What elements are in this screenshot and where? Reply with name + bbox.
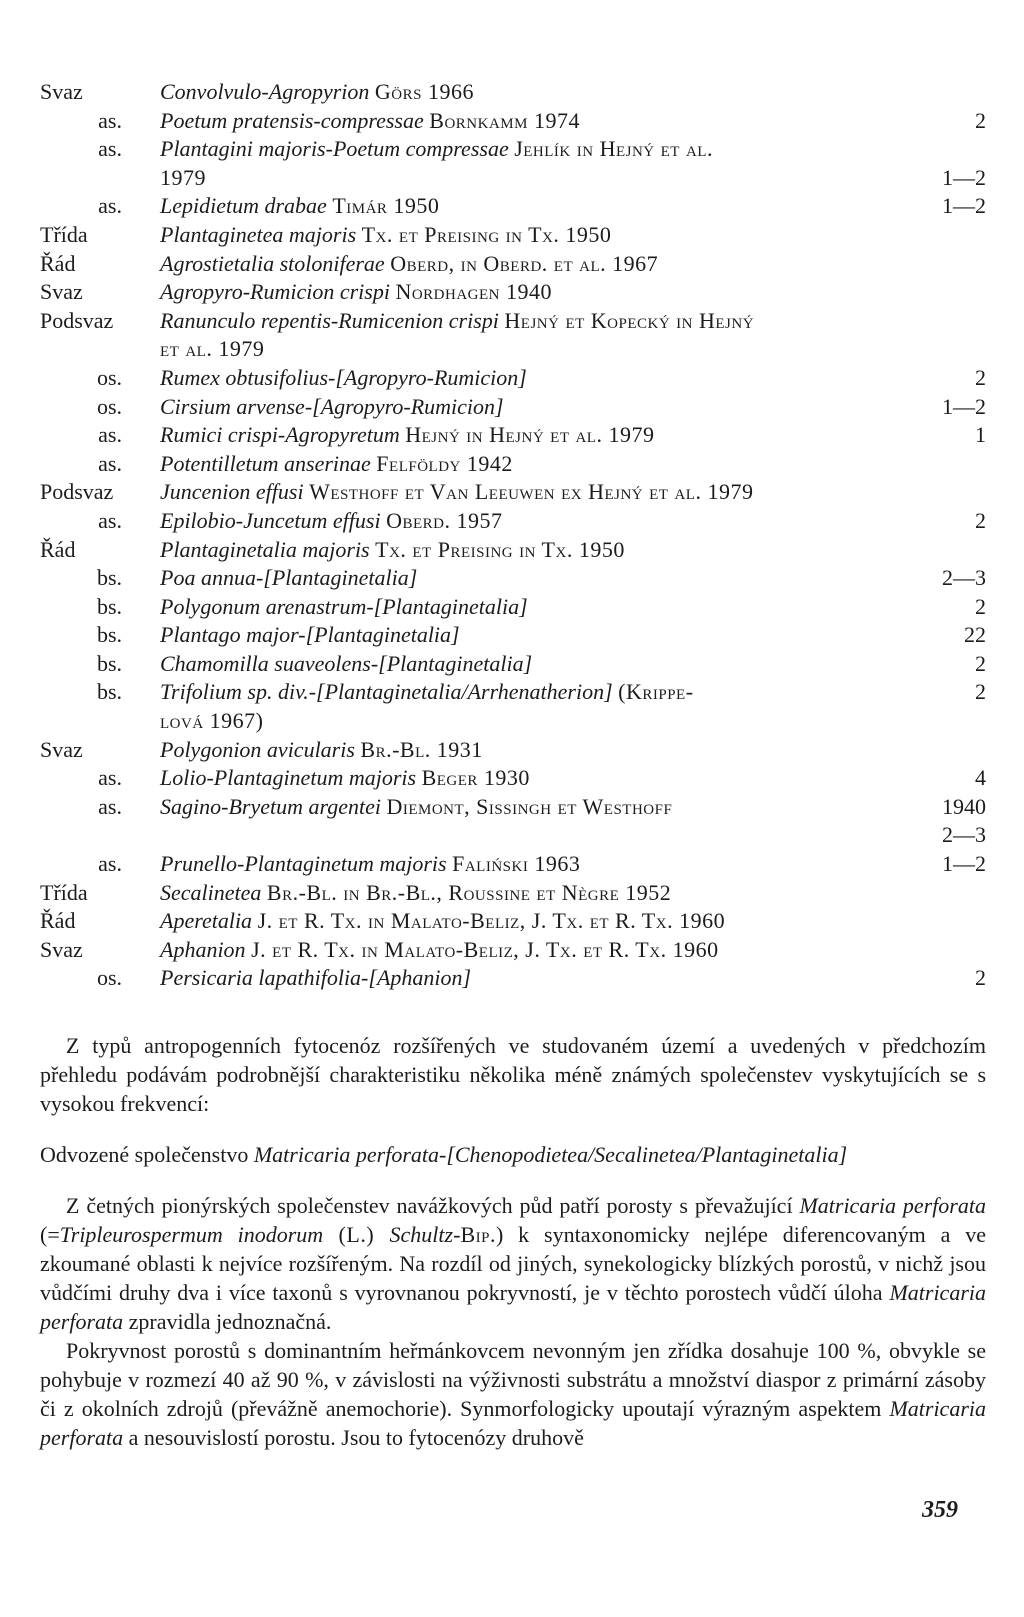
syntaxon-authority: Faliński 1963 [452, 851, 581, 877]
rank-label: os. [96, 364, 122, 390]
syntaxon-name: Plantagini majoris-Poetum compressae [160, 136, 509, 162]
syntaxon-name: Sagino-Bryetum argentei [160, 793, 381, 819]
syntaxon-name: Plantaginetalia majoris [160, 536, 370, 562]
syntaxon-name: Poetum pratensis-compressae [160, 107, 424, 133]
syntaxon-authority: Bornkamm 1974 [429, 107, 580, 133]
frequency-value: 1940 [942, 793, 986, 819]
syntaxon-name: Poa annua-[Plantaginetalia] [160, 565, 418, 591]
syntaxon-name: Persicaria lapathifolia-[Aphanion] [160, 965, 472, 991]
syntaxon-name: Ranunculo repentis-Rumicenion crispi [160, 307, 499, 333]
syntaxon-name: Rumici crispi-Agropyretum [160, 422, 400, 448]
syntaxon-name: Agrostietalia stoloniferae [160, 250, 385, 276]
p2-d: Tripleurospermum inodorum [59, 1222, 324, 1247]
syntaxon-authority: Felföldy 1942 [376, 450, 513, 476]
rank-label: Svaz [40, 279, 83, 305]
frequency-value: 4 [975, 765, 986, 791]
syntaxon-entry [40, 478, 986, 507]
syntaxon-name: Plantago major-[Plantaginetalia] [160, 622, 460, 648]
syntaxon-entry [40, 450, 986, 479]
rank-label: as. [98, 107, 122, 133]
syntaxon-authority: Tx. et Preising in Tx. 1950 [375, 536, 625, 562]
syntaxon-authority: Timár 1950 [332, 193, 440, 219]
syntaxon-entry [40, 707, 986, 736]
syntaxon-entry [40, 736, 986, 765]
syntaxon-entry [40, 335, 986, 364]
syntaxon-entry [40, 678, 986, 707]
frequency-value: 2 [975, 679, 986, 705]
syntaxon-name: Lepidietum drabae [160, 193, 327, 219]
syntaxon-authority: Hejný et Kopecký in Hejný [504, 307, 755, 333]
syntaxon-entry [40, 164, 986, 193]
heading-prefix: Odvozené společenstvo [40, 1142, 254, 1167]
syntaxon-authority: Oberd. 1957 [386, 507, 503, 533]
syntaxon-entry [40, 564, 986, 593]
syntaxon-name: Plantaginetea majoris [160, 221, 357, 247]
heading-name: Matricaria perforata-[Chenopodietea/Secalinetea/Plantaginetalia] [253, 1142, 848, 1167]
p2-a: Z četných pionýrských společenstev navážkových půd patří porosty s převažující [66, 1193, 800, 1218]
paragraph-2 [40, 1191, 986, 1336]
syntaxon-authority: (Krippe- [618, 679, 694, 705]
page-number: 359 [922, 1497, 958, 1523]
syntaxon-entry [40, 364, 986, 393]
syntaxon-authority: Beger 1930 [421, 765, 530, 791]
syntaxon-entry [40, 107, 986, 136]
syntaxon-name: Polygonum arenastrum-[Plantaginetalia] [160, 593, 528, 619]
rank-label: Řád [40, 250, 76, 276]
rank-label: Svaz [40, 936, 83, 962]
syntaxon-name: Aphanion [160, 936, 246, 962]
rank-label: bs. [96, 679, 122, 705]
syntaxa-list [40, 78, 986, 993]
syntaxon-entry [40, 850, 986, 879]
syntaxon-name: Epilobio-Juncetum effusi [160, 507, 381, 533]
syntaxon-authority: Br.-Bl. 1931 [360, 736, 483, 762]
rank-label: os. [96, 393, 122, 419]
frequency-value: 2 [975, 593, 986, 619]
frequency-value: 1—2 [942, 393, 986, 419]
syntaxon-entry [40, 250, 986, 279]
syntaxon-authority: Tx. et Preising in Tx. 1950 [361, 221, 612, 247]
page-content [40, 78, 986, 1452]
syntaxon-entry [40, 593, 986, 622]
syntaxon-authority: Hejný in Hejný et al. 1979 [405, 422, 655, 448]
syntaxon-entry [40, 307, 986, 336]
syntaxon-entry [40, 135, 986, 164]
syntaxon-name: Rumex obtusifolius-[Agropyro-Rumicion] [160, 364, 527, 390]
syntaxon-name: Juncenion effusi [160, 479, 304, 505]
syntaxon-name: Polygonion avicularis [160, 736, 355, 762]
rank-label: as. [98, 193, 122, 219]
rank-label: as. [98, 450, 122, 476]
syntaxon-entry [40, 278, 986, 307]
p2-c: (= [40, 1222, 60, 1247]
syntaxon-entry [40, 764, 986, 793]
syntaxon-name: Convolvulo-Agropyrion [160, 79, 370, 104]
syntaxon-authority: 1979 [160, 164, 206, 190]
syntaxon-authority: Nordhagen 1940 [395, 279, 553, 305]
rank-label: os. [96, 965, 122, 991]
frequency-value: 2 [975, 507, 986, 533]
rank-label: as. [98, 136, 122, 162]
p2-f: Schultz- [389, 1222, 461, 1247]
p3-c: a nesouvislostí porostu. Jsou to fytocenózy druhově [123, 1425, 584, 1450]
syntaxon-entry [40, 192, 986, 221]
rank-label: bs. [96, 593, 122, 619]
rank-label: as. [98, 507, 122, 533]
rank-label: bs. [96, 622, 122, 648]
rank-label: Řád [40, 908, 76, 934]
syntaxon-entry [40, 907, 986, 936]
frequency-value: 22 [964, 622, 986, 648]
syntaxon-name: Aperetalia [160, 908, 253, 934]
syntaxon-name: Trifolium sp. div.-[Plantaginetalia/Arrhenatherion] [160, 679, 613, 705]
rank-label: Třída [40, 221, 88, 247]
syntaxon-authority: Görs 1966 [374, 79, 474, 104]
p2-e: (L.) [323, 1222, 390, 1247]
syntaxon-entry [40, 78, 986, 107]
syntaxon-entry [40, 421, 986, 450]
paragraph-3 [40, 1336, 986, 1452]
rank-label: as. [98, 793, 122, 819]
rank-label: as. [98, 851, 122, 877]
syntaxon-name: Secalinetea [160, 879, 262, 905]
frequency-value: 1 [975, 422, 986, 448]
syntaxon-name: Agropyro-Rumicion crispi [160, 279, 390, 305]
p2-i: Matricaria perforata [40, 1280, 986, 1334]
syntaxon-entry [40, 507, 986, 536]
syntaxon-authority: et al. 1979 [160, 336, 265, 362]
frequency-value: 1—2 [942, 193, 986, 219]
syntaxon-name: Cirsium arvense-[Agropyro-Rumicion] [160, 393, 504, 419]
syntaxon-entry [40, 536, 986, 565]
rank-label: bs. [96, 565, 122, 591]
rank-label: Svaz [40, 736, 83, 762]
rank-label: as. [98, 765, 122, 791]
p2-b: Matricaria perforata [799, 1193, 986, 1218]
syntaxon-authority: Diemont, Sissingh et Westhoff [386, 793, 673, 819]
p3-b: Matricaria perforata [40, 1396, 986, 1450]
syntaxon-authority: J. et R. Tx. in Malato-Beliz, J. Tx. et R. Tx. 1960 [251, 936, 719, 962]
syntaxon-authority: Br.-Bl. in Br.-Bl., Roussine et Nègre 1952 [266, 879, 672, 905]
syntaxon-name: Prunello-Plantaginetum majoris [160, 851, 447, 877]
syntaxon-name: Lolio-Plantaginetum majoris [160, 765, 417, 791]
frequency-value: 2—3 [942, 822, 986, 848]
frequency-value: 2 [975, 107, 986, 133]
syntaxon-authority: Jehlík in Hejný et al. [514, 136, 713, 162]
syntaxon-authority: Westhoff et Van Leeuwen ex Hejný et al. 1979 [309, 479, 754, 505]
intro-paragraph: Z typů antropogenních fytocenóz rozšířených ve studovaném území a uvedených v předchozím přehledu podávám podrobnější charakteristiku několika méně známých společenstev vyskytujících se s vysokou frekvencí: [40, 1033, 986, 1116]
p2-j: zpravidla jednoznačná. [123, 1309, 332, 1334]
syntaxon-name: Chamomilla suaveolens-[Plantaginetalia] [160, 650, 533, 676]
rank-label: Třída [40, 879, 88, 905]
syntaxon-authority: J. et R. Tx. in Malato-Beliz, J. Tx. et R. Tx. 1960 [257, 908, 726, 934]
syntaxon-entry [40, 964, 986, 993]
syntaxon-authority: lová 1967) [160, 708, 264, 734]
p2-h: ) k syntaxonomicky nejlépe diferencovaným a ve zkoumané oblasti k nejvíce rozšířeným. Na rozdíl od jiných, synekologicky blízkých porostů, v nichž jsou vůdčími druhy dva i více taxonů s vyrovnanou pokryvností, je v těchto porostech vůdčí úloha [40, 1222, 987, 1305]
syntaxon-entry [40, 879, 986, 908]
syntaxon-entry [40, 393, 986, 422]
syntaxon-authority: Oberd, in Oberd. et al. 1967 [390, 250, 659, 276]
frequency-value: 2 [975, 650, 986, 676]
rank-label: Svaz [40, 79, 83, 104]
p2-g: Bip. [460, 1222, 496, 1247]
frequency-value: 2 [975, 364, 986, 390]
frequency-value: 1—2 [942, 164, 986, 190]
syntaxon-entry [40, 936, 986, 965]
p3-a: Pokryvnost porostů s dominantním heřmánkovcem nevonným jen zřídka dosahuje 100 %, obvykle se pohybuje v rozmezí 40 až 90 %, v závislosti na výživnosti substrátu a množství diaspor z primární zásoby či z okolních zdrojů (převážně anemochorie). Synmorfologicky upoutají výrazným aspektem [40, 1338, 986, 1421]
syntaxon-entry [40, 221, 986, 250]
syntaxon-entry [40, 821, 986, 850]
rank-label: bs. [96, 650, 122, 676]
frequency-value: 2—3 [942, 565, 986, 591]
rank-label: Podsvaz [40, 479, 114, 505]
syntaxon-entry [40, 650, 986, 679]
frequency-value: 2 [975, 965, 986, 991]
rank-label: Podsvaz [40, 307, 114, 333]
syntaxon-entry [40, 793, 986, 822]
rank-label: as. [98, 422, 122, 448]
frequency-value: 1—2 [942, 851, 986, 877]
syntaxon-name: Potentilletum anserinae [160, 450, 371, 476]
community-heading [40, 1140, 986, 1169]
rank-label: Řád [40, 536, 76, 562]
syntaxon-entry [40, 621, 986, 650]
